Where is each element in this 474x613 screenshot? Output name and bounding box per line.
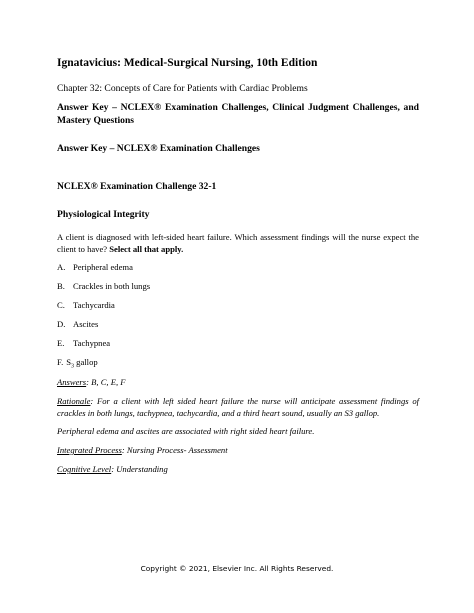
- option-a: [57, 262, 133, 273]
- option-letter: D.: [57, 319, 66, 329]
- document-title: Ignatavicius: Medical-Surgical Nursing, 10th Edition: [57, 57, 318, 69]
- rationale-label: Rationale: [57, 396, 91, 406]
- process-label: Integrated Process: [57, 445, 122, 455]
- chapter-heading: Chapter 32: Concepts of Care for Patients with Cardiac Problems: [57, 83, 308, 94]
- option-text: Ascites: [73, 319, 99, 329]
- question-instruction: Select all that apply.: [109, 244, 184, 254]
- process-value: : Nursing Process- Assessment: [121, 445, 228, 455]
- extra-note: Peripheral edema and ascites are associated with right sided heart failure.: [57, 426, 315, 436]
- option-letter: A.: [57, 262, 66, 272]
- answers-label: Answers: [57, 377, 87, 387]
- option-letter: C.: [57, 300, 65, 310]
- copyright-footer: Copyright © 2021, Elsevier Inc. All Rights Reserved.: [140, 564, 334, 573]
- category-heading: Physiological Integrity: [57, 209, 150, 220]
- option-letter: E.: [57, 338, 65, 348]
- rationale-paragraph: [57, 395, 419, 419]
- option-e: [57, 338, 110, 349]
- answer-key-heading: Answer Key – NCLEX® Examination Challenges, Clinical Judgment Challenges, and Mastery Questions: [57, 102, 419, 126]
- option-text: $S_3$ gallop: [66, 357, 98, 370]
- option-text: Tachypnea: [73, 338, 111, 348]
- option-text: Peripheral edema: [73, 262, 133, 272]
- answers-value: : B, C, E, F: [86, 377, 126, 387]
- question-stem: A client is diagnosed with left-sided heart failure. Which assessment findings will the nurse expect the client to have?: [57, 232, 419, 254]
- integrated-process-line: [57, 444, 419, 456]
- option-c: [57, 300, 115, 311]
- option-letter: B.: [57, 281, 65, 291]
- option-text: Tachycardia: [73, 300, 115, 310]
- cognitive-level-line: [57, 463, 419, 475]
- question-text: [57, 231, 419, 255]
- cognitive-label: Cognitive Level: [57, 464, 112, 474]
- option-f: [57, 357, 98, 373]
- rationale-text: : For a client with left sided heart failure the nurse will anticipate assessment findings of crackles in both lungs, tachypnea, tachycardia, and a third heart sound, usually an S3 gallop.: [57, 396, 419, 418]
- challenge-title: NCLEX® Examination Challenge 32-1: [57, 181, 217, 192]
- option-b: [57, 281, 150, 292]
- answers-line: [57, 376, 419, 388]
- cognitive-value: : Understanding: [111, 464, 168, 474]
- option-d: [57, 319, 98, 330]
- option-letter: F.: [57, 357, 64, 367]
- option-text: Crackles in both lungs: [73, 281, 151, 291]
- answer-key-subheading: Answer Key – NCLEX® Examination Challenges: [57, 143, 260, 154]
